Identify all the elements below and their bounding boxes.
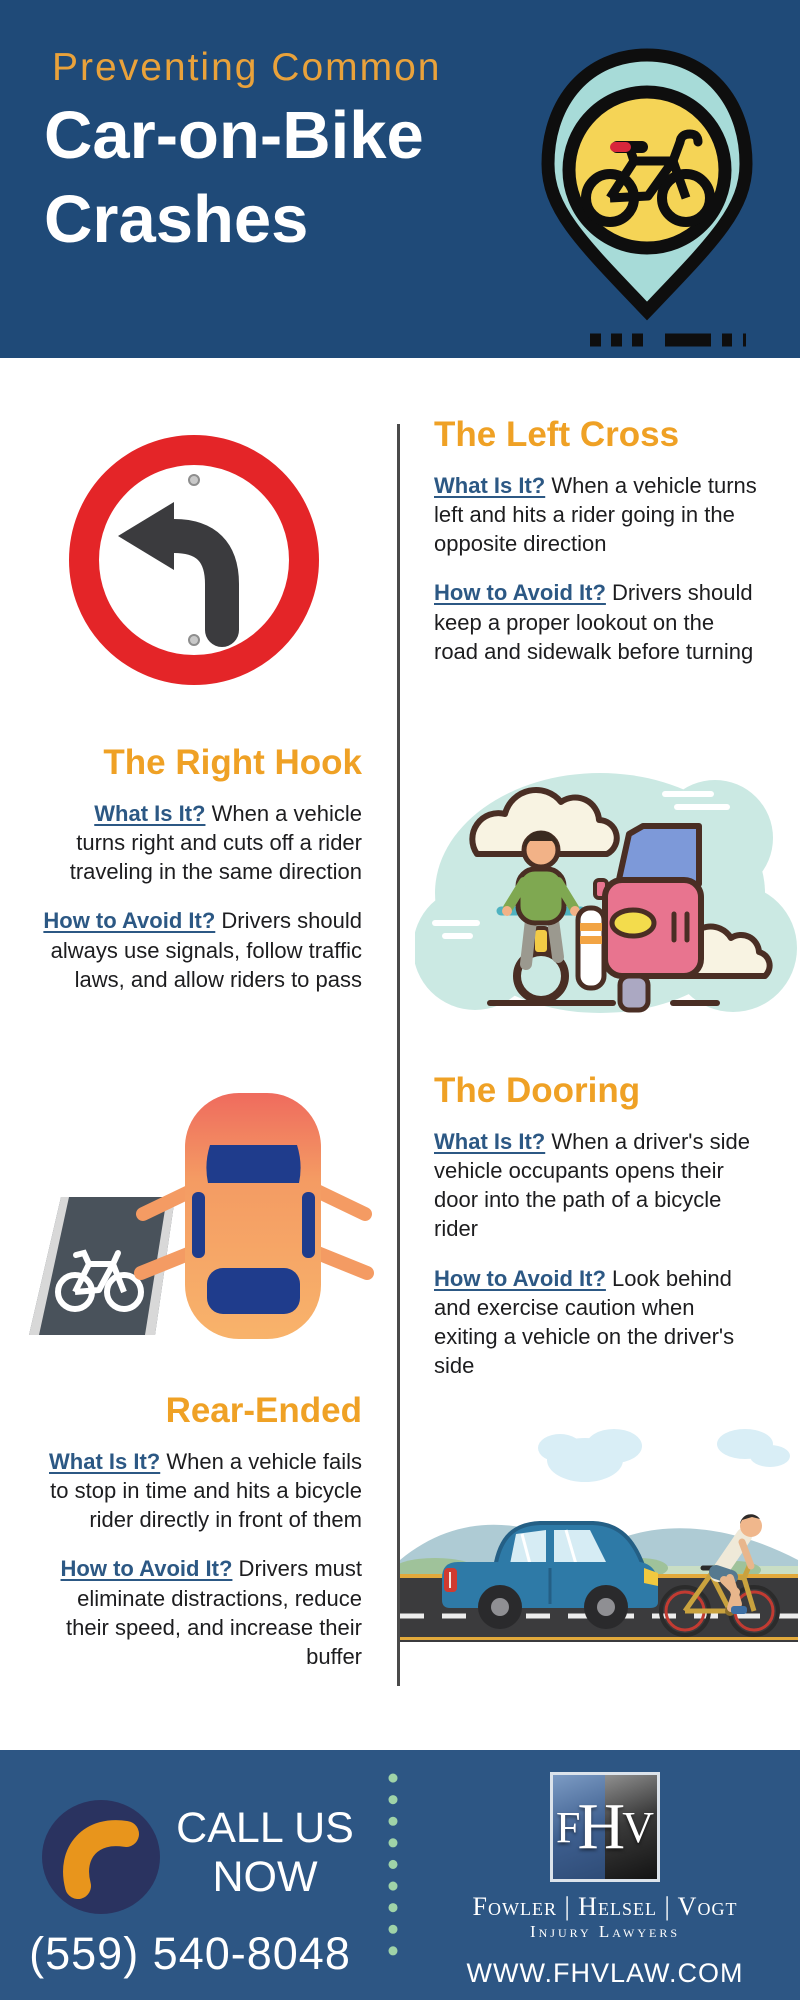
- fhv-letter-f: F: [556, 1802, 581, 1852]
- what-is-it-text: When a vehicle turns left and hits a rider going in the opposite direction: [434, 472, 757, 556]
- section-rear-ended: [40, 1392, 362, 1691]
- section-right-hook: [40, 744, 362, 1014]
- how-to-avoid-text: Look behind and exercise caution when exiting a vehicle on the driver's side: [434, 1265, 735, 1379]
- what-is-it-label: What Is It?: [434, 472, 546, 498]
- map-pin-bicycle-icon: [538, 48, 756, 353]
- how-to-avoid-paragraph: [40, 1554, 362, 1671]
- how-to-avoid-label: How to Avoid It?: [43, 908, 216, 934]
- page-title: [44, 94, 424, 263]
- firm-subtitle: Injury Lawyers: [529, 1922, 680, 1941]
- what-is-it-paragraph: [434, 1127, 764, 1244]
- section-title: The Right Hook: [103, 743, 362, 782]
- fhv-letter-h: H: [577, 1790, 626, 1863]
- firm-name: Fowler | Helsel | Vogt: [472, 1892, 738, 1921]
- what-is-it-text: When a vehicle turns right and cuts off a rider traveling in the same direction: [69, 800, 362, 884]
- how-to-avoid-text: Drivers should keep a proper lookout on the road and sidewalk before turning: [434, 580, 754, 664]
- how-to-avoid-label: How to Avoid It?: [60, 1556, 233, 1582]
- pin-inner-circle: [569, 92, 725, 248]
- phone-number: (559) 540-8048: [29, 1928, 351, 1979]
- phone-badge: [42, 1800, 160, 1914]
- title-line-1: Car-on-Bike: [44, 98, 424, 173]
- website-url: WWW.FHVLAW.COM: [466, 1958, 744, 1988]
- title-line-2: Crashes: [44, 182, 309, 258]
- bollard: [578, 908, 604, 988]
- what-is-it-label: What Is It?: [94, 800, 206, 826]
- left-turn-sign-illustration: [60, 434, 328, 686]
- phone-icon: [42, 1800, 160, 1914]
- section-title: The Left Cross: [434, 415, 680, 454]
- fhv-logo: [550, 1772, 660, 1882]
- how-to-avoid-text: Drivers should always use signals, follow traffic laws, and allow riders to pass: [50, 908, 362, 992]
- how-to-avoid-label: How to Avoid It?: [434, 1265, 606, 1291]
- what-is-it-text: When a driver's side vehicle occupants opens their door into the path of a bicycle rider: [434, 1128, 750, 1242]
- how-to-avoid-label: How to Avoid It?: [434, 580, 606, 606]
- section-left-cross: [434, 416, 758, 686]
- what-is-it-label: What Is It?: [434, 1128, 546, 1154]
- call-us-now-text: [172, 1804, 358, 1901]
- cyclist-beside-car-illustration: [415, 758, 800, 1048]
- section-title: Rear-Ended: [165, 1391, 362, 1430]
- section-dooring: [434, 1072, 764, 1401]
- sign-screw-top: [189, 475, 199, 485]
- what-is-it-label: What Is It?: [49, 1448, 161, 1474]
- car-top-view: [185, 1093, 321, 1339]
- header-banner: [0, 0, 800, 358]
- call-line-1: CALL US: [176, 1804, 354, 1852]
- fhv-letter-v: V: [622, 1802, 654, 1852]
- how-to-avoid-paragraph: [434, 578, 758, 666]
- firm-block: [420, 1772, 790, 1989]
- what-is-it-paragraph: [40, 1447, 362, 1535]
- fhv-logo-letters: [553, 1775, 657, 1879]
- header-eyebrow: Preventing Common: [52, 46, 442, 89]
- sign-screw-bottom: [189, 635, 199, 645]
- call-line-2: NOW: [212, 1852, 318, 1901]
- section-title: The Dooring: [434, 1071, 641, 1110]
- how-to-avoid-paragraph: [40, 906, 362, 994]
- how-to-avoid-text: Drivers must eliminate distractions, reduce their speed, and increase their buffer: [66, 1556, 362, 1669]
- what-is-it-text: When a vehicle fails to stop in time and hits a bicycle rider directly in front of them: [50, 1448, 362, 1532]
- car-behind-cyclist-illustration: [400, 1418, 798, 1650]
- car-open-doors-bike-lane-illustration: [25, 1080, 390, 1350]
- footer: [0, 1750, 800, 2000]
- clouds: [538, 1429, 790, 1482]
- what-is-it-paragraph: [40, 799, 362, 887]
- dotted-divider: [386, 1770, 400, 1978]
- what-is-it-paragraph: [434, 471, 758, 559]
- how-to-avoid-paragraph: [434, 1264, 764, 1381]
